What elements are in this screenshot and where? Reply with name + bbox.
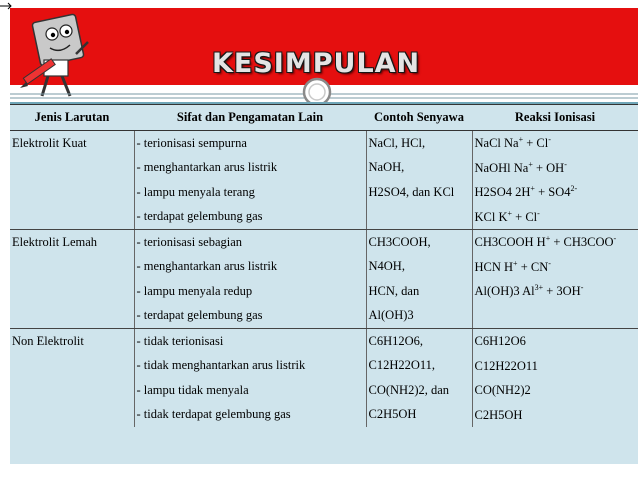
reaksi-cell xyxy=(472,403,638,428)
reaksi-cell xyxy=(472,378,638,403)
reaksi-sup2: - xyxy=(580,283,584,293)
reaksi-mid: + CH3COO xyxy=(550,235,614,250)
reaksi-sup1: + xyxy=(518,135,524,145)
contoh-cell: C12H22O11, xyxy=(366,354,472,379)
reaksi-cell xyxy=(472,156,638,181)
contoh-cell: NaOH, xyxy=(366,156,472,181)
table-body xyxy=(10,131,638,428)
sifat-cell: - menghantarkan arus listrik xyxy=(134,156,366,181)
contoh-cell: Al(OH)3 xyxy=(366,304,472,329)
contoh-cell: CO(NH2)2, dan xyxy=(366,378,472,403)
reaksi-sup2: - xyxy=(537,208,540,218)
jenis-cell xyxy=(10,279,134,304)
table-row xyxy=(10,329,638,354)
reaksi-cell xyxy=(472,304,638,329)
sifat-cell: - lampu tidak menyala xyxy=(134,378,366,403)
jenis-cell: Elektrolit Lemah xyxy=(10,230,134,255)
table-row xyxy=(10,354,638,379)
contoh-cell: C2H5OH xyxy=(366,403,472,428)
contoh-cell: N4OH, xyxy=(366,255,472,280)
reaksi-cell xyxy=(472,230,638,255)
sifat-cell: - tidak menghantarkan arus listrik xyxy=(134,354,366,379)
reaksi-main: C12H22O11 xyxy=(474,358,538,373)
reaksi-sup1: + xyxy=(530,184,535,194)
reaksi-mid: + Cl xyxy=(512,209,538,224)
reaksi-main: NaOHl Na xyxy=(474,160,529,175)
contoh-cell: CH3COOH, xyxy=(366,230,472,255)
reaksi-mid: + SO4 xyxy=(534,185,571,200)
jenis-cell xyxy=(10,156,134,181)
sifat-cell: - tidak terdapat gelembung gas xyxy=(134,403,366,428)
sifat-cell: - lampu menyala redup xyxy=(134,279,366,304)
table-row xyxy=(10,378,638,403)
reaksi-main: Al(OH)3 Al xyxy=(474,284,535,299)
header-contoh-senyawa: Contoh Senyawa xyxy=(366,105,472,131)
sifat-cell: - terdapat gelembung gas xyxy=(134,304,366,329)
reaksi-main: KCl K xyxy=(474,209,508,224)
reaksi-mid: + Cl xyxy=(523,136,549,151)
table-row xyxy=(10,255,638,280)
table-header-row xyxy=(10,105,638,131)
jenis-cell xyxy=(10,255,134,280)
jenis-cell xyxy=(10,180,134,205)
sifat-cell: - terdapat gelembung gas xyxy=(134,205,366,230)
jenis-cell xyxy=(10,354,134,379)
contoh-cell: H2SO4, dan KCl xyxy=(366,180,472,205)
jenis-cell: Elektrolit Kuat xyxy=(12,135,87,150)
table-row xyxy=(10,180,638,205)
reaksi-main: C2H5OH xyxy=(474,407,523,422)
jenis-cell xyxy=(10,403,134,428)
reaksi-sup2: - xyxy=(613,234,617,244)
sifat-cell: - terionisasi sebagian xyxy=(134,230,366,255)
reaksi-sup1: + xyxy=(528,159,533,169)
header-sifat: Sifat dan Pengamatan Lain xyxy=(134,105,366,131)
table-row xyxy=(10,156,638,181)
reaksi-sup2: - xyxy=(548,258,551,268)
sifat-cell: - tidak terionisasi xyxy=(134,329,366,354)
header-reaksi-ionisasi: Reaksi Ionisasi xyxy=(472,105,638,131)
table-row xyxy=(10,205,638,230)
sifat-cell: - menghantarkan arus listrik xyxy=(134,255,366,280)
reaksi-sup1: + xyxy=(507,208,513,218)
reaksi-main: CO(NH2)2 xyxy=(474,383,531,398)
reaksi-sup2: - xyxy=(564,159,567,169)
contoh-cell: C6H12O6, xyxy=(366,329,472,354)
reaksi-cell xyxy=(472,255,638,280)
reaksi-main: CH3COOH H xyxy=(474,235,546,250)
reaksi-cell xyxy=(472,205,638,230)
reaksi-sup2: - xyxy=(548,135,551,145)
reaksi-mid: + CN xyxy=(517,259,549,274)
jenis-cell xyxy=(10,205,134,230)
page-title: KESIMPULAN xyxy=(212,48,421,79)
contoh-cell xyxy=(366,205,472,230)
bottom-band xyxy=(10,464,638,479)
reaksi-sup1: + xyxy=(513,258,518,268)
reaksi-cell xyxy=(472,180,638,205)
header-jenis-larutan: Jenis Larutan xyxy=(10,105,134,131)
reaksi-main: NaCl Na xyxy=(474,136,519,151)
contoh-cell: NaCl, HCl, xyxy=(366,131,472,156)
reaksi-sup2: 2- xyxy=(570,184,578,194)
table-row xyxy=(10,230,638,255)
sifat-cell: - terionisasi sempurna xyxy=(134,131,366,156)
table-row xyxy=(10,304,638,329)
table-row xyxy=(10,403,638,428)
reaksi-cell xyxy=(472,279,638,304)
jenis-cell xyxy=(10,378,134,403)
reaksi-cell xyxy=(472,354,638,379)
table-row xyxy=(10,131,638,156)
reaksi-main: H2SO4 2H xyxy=(474,185,531,200)
sifat-cell: - lampu menyala terang xyxy=(134,180,366,205)
jenis-cell: Non Elektrolit xyxy=(10,329,134,354)
jenis-cell xyxy=(10,304,134,329)
reaksi-cell xyxy=(472,329,638,354)
reaksi-main: HCN H xyxy=(474,259,514,274)
reaksi-cell xyxy=(472,131,638,156)
reaksi-sup1: 3+ xyxy=(534,283,544,293)
reaksi-mid: + 3OH xyxy=(543,284,581,299)
contoh-cell: HCN, dan xyxy=(366,279,472,304)
reaksi-main: C6H12O6 xyxy=(474,334,526,349)
table-row xyxy=(10,279,638,304)
reaksi-sup1: + xyxy=(545,234,551,244)
summary-table xyxy=(10,104,638,427)
reaksi-mid: + OH xyxy=(532,160,565,175)
